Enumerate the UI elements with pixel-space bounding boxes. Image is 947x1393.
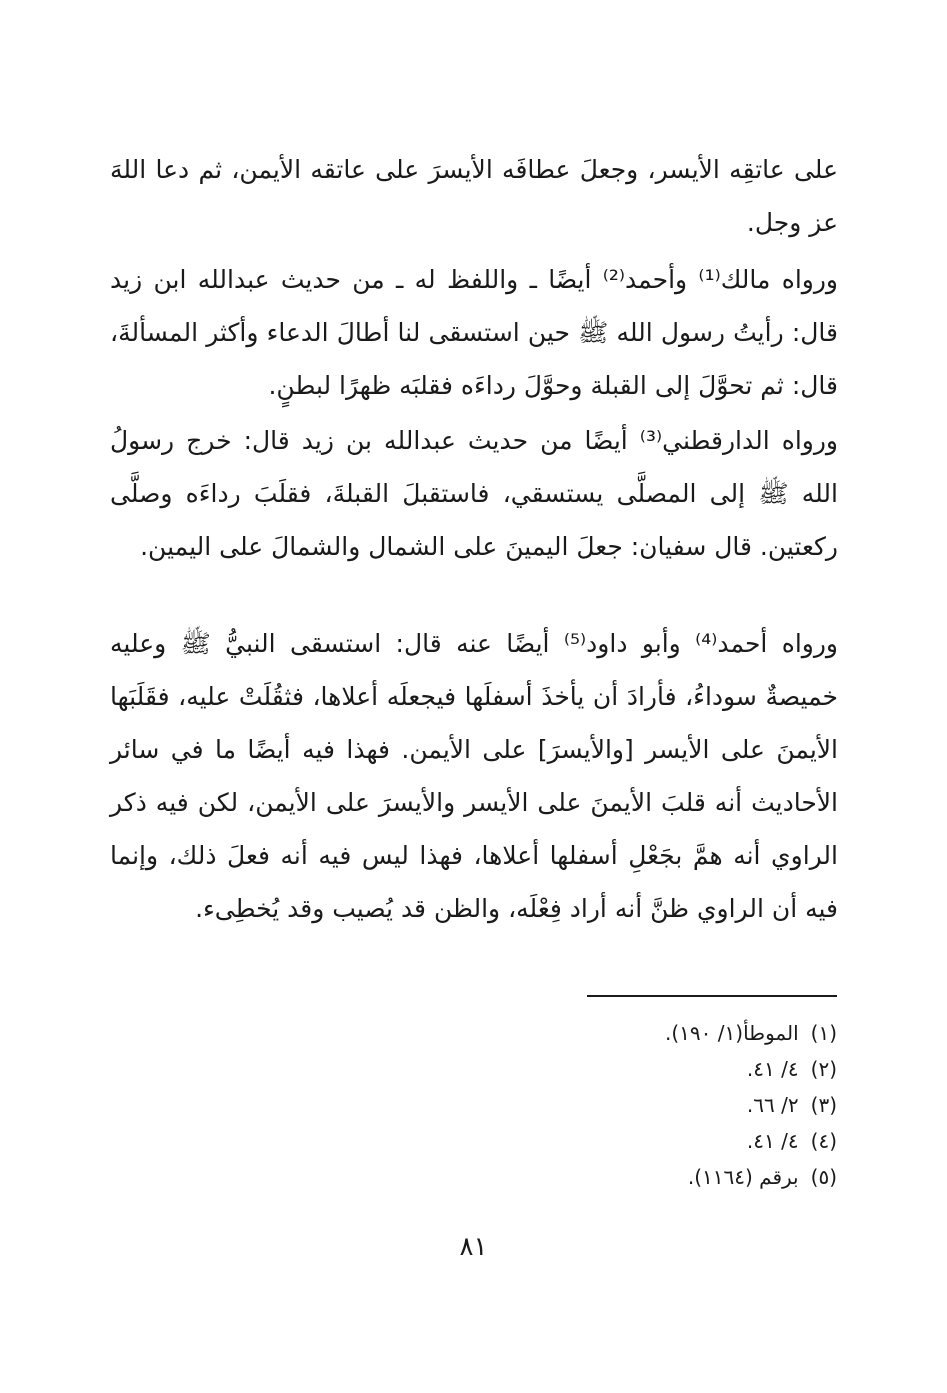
footnote-text: ٤/ ٤١. (746, 1129, 799, 1153)
footnote-item (437, 1015, 837, 1051)
footnote-item (437, 1159, 837, 1195)
footnote-number: (١) (810, 1021, 837, 1045)
footnote-text: ٢/ ٦٦. (746, 1093, 799, 1117)
body-paragraph-2 (110, 253, 838, 412)
footnote-separator (587, 995, 837, 997)
page-number: ٨١ (459, 1232, 488, 1262)
body-paragraph-4 (110, 617, 838, 935)
footnote-list (437, 1015, 837, 1195)
paragraph-text: ورواه الدارقطني⁽³⁾ أيضًا من حديث عبدالله بن زيد قال: خرج رسولُ الله ﷺ إلى المصلَّى يستسقي، فاستقبلَ القبلةَ، فقلَبَ رداءَه وصلَّى ركعتين. قال سفيان: جعلَ اليمينَ على الشمال والشمالَ على اليمين. (110, 426, 838, 561)
footnote-number: (٤) (810, 1129, 837, 1153)
footnote-number: (٢) (810, 1057, 837, 1081)
body-paragraph-3 (110, 414, 838, 573)
footnote-text: الموطأ(١/ ١٩٠). (665, 1021, 799, 1045)
footnote-item (437, 1123, 837, 1159)
paragraph-text: ورواه أحمد⁽⁴⁾ وأبو داود⁽⁵⁾ أيضًا عنه قال: استسقى النبيُّ ﷺ وعليه خميصةٌ سوداءُ، فأرادَ أن يأخذَ أسفلَها فيجعلَه أعلاها، فثقُلَتْ عليه، فقَلَبَها الأيمنَ على الأيسر [والأيسرَ] على الأيمن. فهذا فيه أيضًا ما في سائر الأحاديث أنه قلبَ الأيمنَ على الأيسر والأيسرَ على الأيمن، لكن فيه ذكر الراوي أنه همَّ بجَعْلِ أسفلها أعلاها، فهذا ليس فيه أنه فعلَ ذلك، وإنما فيه أن الراوي ظنَّ أنه أراد فِعْلَه، والظن قد يُصيب وقد يُخطِىء. (110, 629, 838, 923)
footnote-text: برقم (١١٦٤). (687, 1165, 799, 1189)
footnote-number: (٥) (810, 1165, 837, 1189)
paragraph-text: ورواه مالك⁽¹⁾ وأحمد⁽²⁾ أيضًا ـ واللفظ له ـ من حديث عبدالله ابن زيد قال: رأيتُ رسول الله ﷺ حين استسقى لنا أطالَ الدعاء وأكثر المسألةَ، قال: ثم تحوَّلَ إلى القبلة وحوَّلَ رداءَه فقلبَه ظهرًا لبطنٍ. (110, 265, 839, 400)
footnote-item (437, 1087, 837, 1123)
paragraph-text: على عاتقِه الأيسر، وجعلَ عطافَه الأيسرَ على عاتقه الأيمن، ثم دعا اللهَ عز وجل. (110, 155, 838, 237)
footnote-item (437, 1051, 837, 1087)
body-paragraph-1 (110, 143, 838, 249)
footnote-text: ٤/ ٤١. (746, 1057, 799, 1081)
footnote-number: (٣) (810, 1093, 837, 1117)
